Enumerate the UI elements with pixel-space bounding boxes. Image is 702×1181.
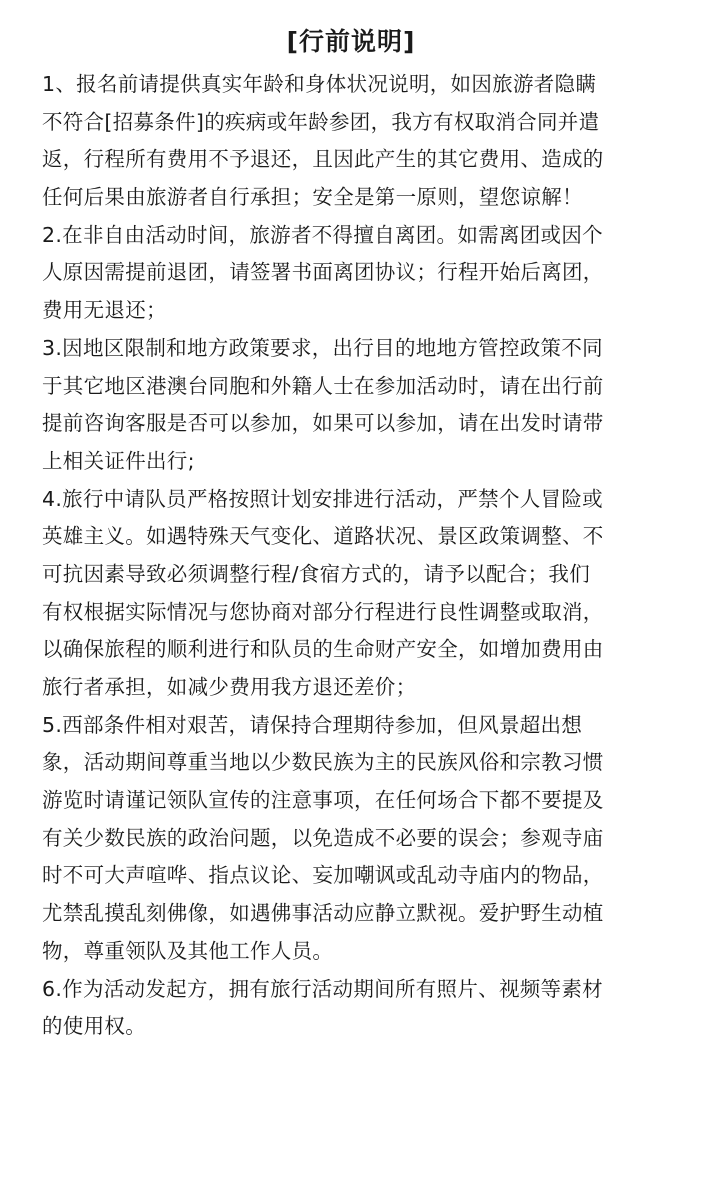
text-line: 的使用权。: [42, 1014, 146, 1039]
text-line: 可抗因素导致必须调整行程/食宿方式的，请予以配合；我们: [42, 561, 591, 586]
text-line: 以确保旅程的顺利进行和队员的生命财产安全，如增加费用由: [42, 637, 604, 662]
text-line: 于其它地区港澳台同胞和外籍人士在参加活动时，请在出行前: [42, 373, 604, 398]
text-line: 游览时请谨记领队宣传的注意事项，在任何场合下都不要提及: [42, 788, 604, 813]
notice-item-5: [42, 707, 660, 971]
notice-item-6: [42, 971, 660, 1046]
text-line: 不符合[招募条件]的疾病或年龄参团，我方有权取消合同并遣: [42, 109, 600, 134]
text-line: 有关少数民族的政治问题，以免造成不必要的误会；参观寺庙: [42, 825, 604, 850]
text-line: 象，活动期间尊重当地以少数民族为主的民族风俗和宗教习惯: [42, 750, 604, 775]
notice-item-1: [42, 66, 660, 217]
notice-item-3: [42, 330, 660, 481]
page-title: [行前说明]: [286, 27, 416, 56]
text-line: 任何后果由旅游者自行承担；安全是第一原则，望您谅解！: [42, 185, 583, 210]
text-line: 1、报名前请提供真实年龄和身体状况说明，如因旅游者隐瞒: [42, 72, 597, 96]
notice-item-4: [42, 481, 660, 707]
text-line: 费用无退还；: [42, 298, 167, 323]
text-line: 4.旅行中请队员严格按照计划安排进行活动，严禁个人冒险或: [42, 486, 603, 511]
text-line: 3.因地区限制和地方政策要求，出行目的地地方管控政策不同: [42, 335, 603, 360]
text-line: 旅行者承担，如减少费用我方退还差价；: [42, 675, 417, 699]
text-line: 6.作为活动发起方，拥有旅行活动期间所有照片、视频等素材: [42, 976, 603, 1001]
text-line: 5.西部条件相对艰苦，请保持合理期待参加，但风景超出想: [42, 712, 583, 737]
text-line: 时不可大声喧哗、指点议论、妄加嘲讽或乱动寺庙内的物品，: [42, 863, 604, 888]
text-line: 英雄主义。如遇特殊天气变化、道路状况、景区政策调整、不: [42, 524, 604, 549]
text-line: 返，行程所有费用不予退还，且因此产生的其它费用、造成的: [42, 147, 604, 172]
text-line: 上相关证件出行;: [42, 448, 195, 473]
text-line: 人原因需提前退团，请签署书面离团协议；行程开始后离团，: [42, 260, 604, 285]
notice-list: [42, 66, 660, 1046]
text-line: 提前咨询客服是否可以参加，如果可以参加，请在出发时请带: [42, 411, 604, 436]
text-line: 尤禁乱摸乱刻佛像，如遇佛事活动应静立默视。爱护野生动植: [42, 901, 604, 926]
notice-item-2: [42, 217, 660, 330]
text-line: 2.在非自由活动时间，旅游者不得擅自离团。如需离团或因个: [42, 222, 603, 247]
text-line: 物，尊重领队及其他工作人员。: [42, 938, 334, 963]
text-line: 有权根据实际情况与您协商对部分行程进行良性调整或取消，: [42, 599, 604, 624]
